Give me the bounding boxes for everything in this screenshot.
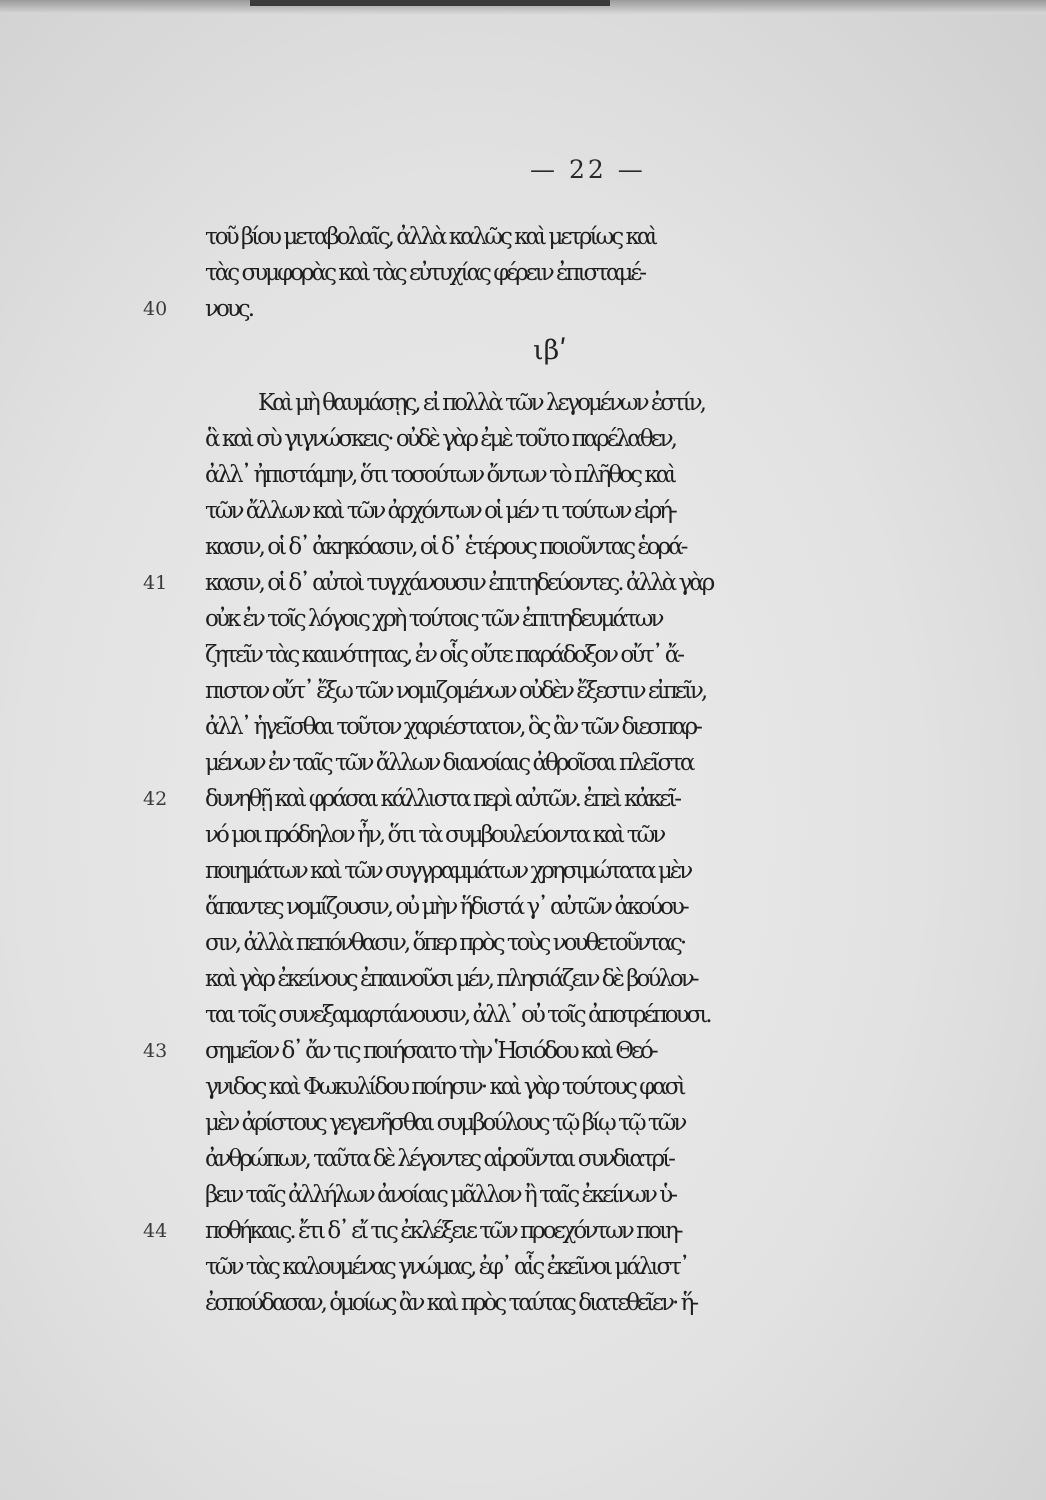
text-line: ἀλλ᾽ ἠπιστάμην, ὅτι τοσούτων ὄντων τὸ πλῆθος καὶ [205, 462, 675, 488]
text-line: μὲν ἀρίστους γεγενῆσθαι συμβούλους τῷ βίῳ τῷ τῶν [205, 1110, 685, 1136]
page-number: — 22 — [530, 155, 646, 184]
text-line: σημεῖον δ᾽ ἄν τις ποιήσαιτο τὴν Ἡσιόδου καὶ Θεό- [205, 1038, 656, 1064]
text-line: νό μοι πρόδηλον ἦν, ὅτι τὰ συμβουλεύοντα καὶ τῶν [205, 822, 664, 848]
text-line: ποθήκαις. ἔτι δ᾽ εἴ τις ἐκλέξειε τῶν προεχόντων ποιη- [205, 1218, 681, 1244]
section-heading: ιβʹ [533, 335, 567, 366]
page-top-edge [0, 0, 1046, 14]
text-line: δυνηθῇ καὶ φράσαι κάλλιστα περὶ αὐτῶν. ἐπεὶ κἀκεῖ- [205, 786, 679, 812]
text-line: τοῦ βίου μεταβολαῖς, ἀλλὰ καλῶς καὶ μετρίως καὶ [205, 224, 656, 250]
text-line: νους. [205, 296, 253, 322]
text-line: βειν ταῖς ἀλλήλων ἀνοίαις μᾶλλον ἢ ταῖς ἐκείνων ὑ- [205, 1182, 675, 1208]
margin-line-number: 44 [143, 1220, 168, 1242]
text-line: Καὶ μὴ θαυμάσῃς, εἰ πολλὰ τῶν λεγομένων ἐστίν, [258, 390, 704, 416]
text-line: μένων ἐν ταῖς τῶν ἄλλων διανοίαις ἀθροῖσαι πλεῖστα [205, 750, 693, 776]
text-line: καὶ γὰρ ἐκείνους ἐπαινοῦσι μέν, πλησιάζειν δὲ βούλον- [205, 966, 697, 992]
margin-line-number: 42 [143, 788, 168, 810]
text-line: ται τοῖς συνεξαμαρτάνουσιν, ἀλλ᾽ οὐ τοῖς ἀποτρέπουσι. [205, 1002, 710, 1028]
text-line: τὰς συμφορὰς καὶ τὰς εὐτυχίας φέρειν ἐπισταμέ- [205, 260, 645, 286]
text-line: τῶν τὰς καλουμένας γνώμας, ἐφ᾽ αἷς ἐκεῖνοι μάλιστ᾽ [205, 1254, 688, 1280]
text-line: ποιημάτων καὶ τῶν συγγραμμάτων χρησιμώτατα μὲν [205, 858, 691, 884]
text-line: ἃ καὶ σὺ γιγνώσκεις· οὐδὲ γὰρ ἐμὲ τοῦτο παρέλαθεν, [205, 426, 675, 452]
text-line: κασιν, οἱ δ᾽ ἀκηκόασιν, οἱ δ᾽ ἑτέρους ποιοῦντας ἑορά- [205, 534, 686, 560]
text-line: ἅπαντες νομίζουσιν, οὐ μὴν ἥδιστά γ᾽ αὐτῶν ἀκούου- [205, 894, 687, 920]
text-line: κασιν, οἱ δ᾽ αὐτοὶ τυγχάνουσιν ἐπιτηδεύοντες. ἀλλὰ γὰρ [205, 570, 713, 596]
margin-line-number: 40 [143, 298, 168, 320]
text-line: γνιδος καὶ Φωκυλίδου ποίησιν· καὶ γὰρ τούτους φασὶ [205, 1074, 684, 1100]
text-line: ἐσπούδασαν, ὁμοίως ἂν καὶ πρὸς ταύτας διατεθεῖεν· ἥ- [205, 1290, 697, 1316]
text-line: ζητεῖν τὰς καινότητας, ἐν οἷς οὔτε παράδοξον οὔτ᾽ ἄ- [205, 642, 683, 668]
text-line: πιστον οὔτ᾽ ἔξω τῶν νομιζομένων οὐδὲν ἔξεστιν εἰπεῖν, [205, 678, 706, 704]
margin-line-number: 43 [143, 1040, 168, 1062]
text-line: τῶν ἄλλων καὶ τῶν ἀρχόντων οἱ μέν τι τούτων εἰρή- [205, 498, 675, 524]
margin-line-number: 41 [143, 572, 168, 594]
text-line: ἀνθρώπων, ταῦτα δὲ λέγοντες αἱροῦνται συνδιατρί- [205, 1146, 673, 1172]
text-line: σιν, ἀλλὰ πεπόνθασιν, ὅπερ πρὸς τοὺς νουθετοῦντας· [205, 930, 685, 956]
text-line: οὐκ ἐν τοῖς λόγοις χρὴ τούτοις τῶν ἐπιτηδευμάτων [205, 606, 662, 632]
text-line: ἀλλ᾽ ἡγεῖσθαι τοῦτον χαριέστατον, ὃς ἂν τῶν διεσπαρ- [205, 714, 700, 740]
